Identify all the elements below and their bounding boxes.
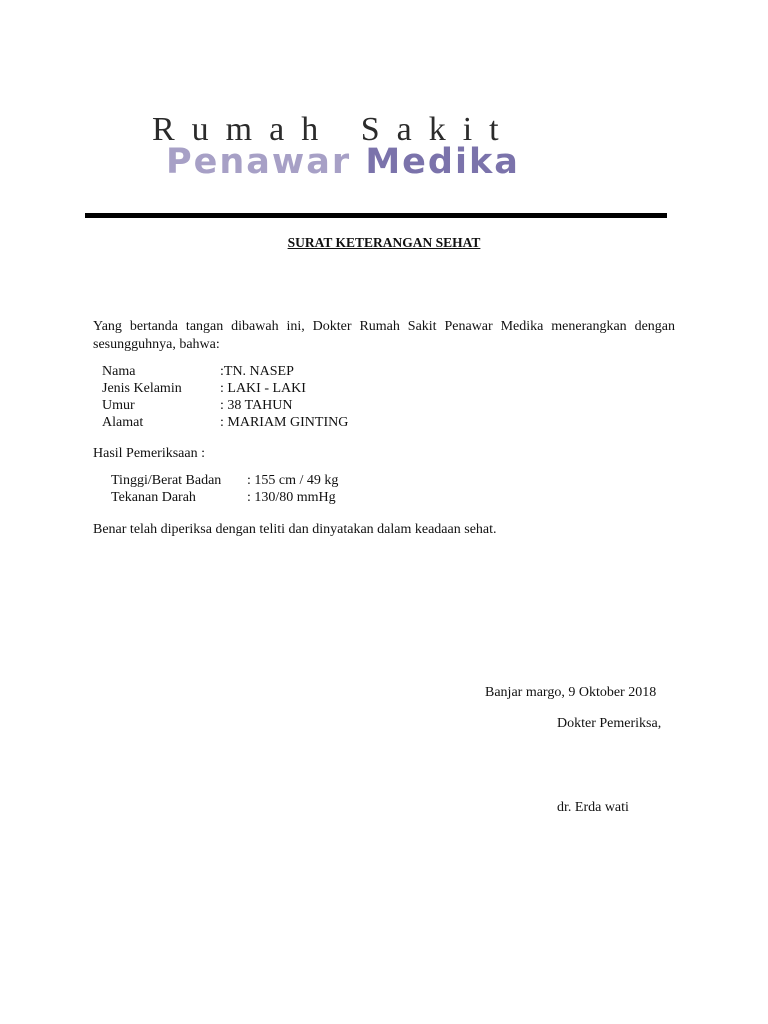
conclusion-statement: Benar telah diperiksa dengan teliti dan dinyatakan dalam keadaan sehat.	[93, 522, 497, 537]
identity-label: Jenis Kelamin	[102, 381, 182, 396]
hospital-name-penawar: Penawar	[166, 142, 366, 182]
hospital-name-line2	[166, 140, 606, 184]
exam-label: Tinggi/Berat Badan	[111, 473, 222, 488]
exam-value: : 155 cm / 49 kg	[247, 473, 339, 488]
identity-value: : LAKI - LAKI	[220, 381, 306, 396]
identity-label: Nama	[102, 364, 136, 379]
identity-value: : MARIAM GINTING	[220, 415, 349, 430]
exam-label: Tekanan Darah	[111, 490, 196, 505]
place-and-date: Banjar margo, 9 Oktober 2018	[485, 685, 657, 700]
exam-heading: Hasil Pemeriksaan :	[93, 446, 205, 461]
signer-name: dr. Erda wati	[557, 800, 629, 815]
hospital-name-line1: Rumah Sakit	[152, 111, 516, 148]
signer-role: Dokter Pemeriksa,	[557, 716, 662, 731]
exam-value: : 130/80 mmHg	[247, 490, 336, 505]
identity-label: Alamat	[102, 415, 144, 430]
identity-value: : 38 TAHUN	[220, 398, 293, 413]
intro-paragraph: Yang bertanda tangan dibawah ini, Dokter Rumah Sakit Penawar Medika menerangkan dengan sesungguhnya, bahwa:	[93, 319, 675, 352]
identity-label: Umur	[102, 398, 135, 413]
identity-value: :TN. NASEP	[220, 364, 294, 379]
document-title: SURAT KETERANGAN SEHAT	[287, 235, 481, 250]
header-divider	[85, 213, 667, 218]
hospital-name-medika: Medika	[365, 142, 520, 182]
